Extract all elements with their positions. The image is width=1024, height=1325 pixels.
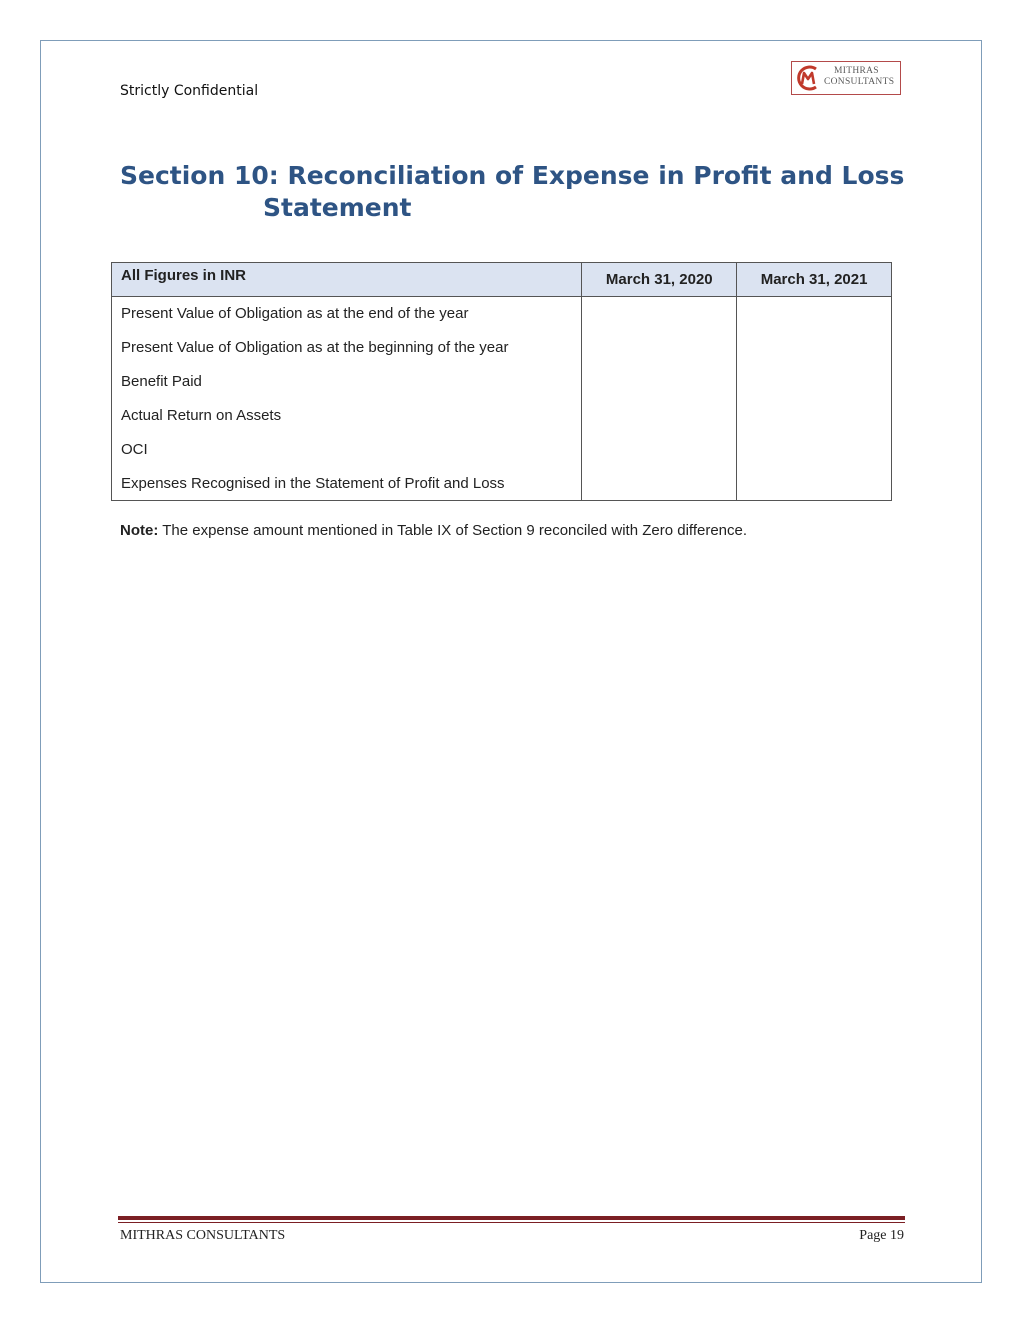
table-row [112,467,892,501]
footer-page-number: Page 19 [859,1228,904,1243]
note-paragraph [120,522,747,539]
company-logo [791,61,901,95]
logo-line1: MITHRAS [834,66,879,76]
footer-rule-thick [118,1216,905,1220]
footer-company-name: MITHRAS CONSULTANTS [120,1228,286,1243]
header-march-2020: March 31, 2020 [582,263,737,297]
value-2020 [582,433,737,467]
value-2020 [582,297,737,331]
value-2020 [582,365,737,399]
value-2020 [582,331,737,365]
section-title [120,160,920,224]
row-label: OCI [112,433,582,467]
page-border [40,40,982,1283]
note-label: Note: [120,522,159,539]
header-march-2021: March 31, 2021 [737,263,892,297]
value-2021 [737,331,892,365]
table-row [112,399,892,433]
value-2020 [582,467,737,501]
table-header-row [112,263,892,297]
value-2021 [737,433,892,467]
table-row [112,331,892,365]
logo-line2: CONSULTANTS [824,77,895,87]
value-2021 [737,365,892,399]
row-label: Expenses Recognised in the Statement of Profit and Loss [112,467,582,501]
reconciliation-table [111,262,892,501]
value-2021 [737,467,892,501]
logo-text [824,66,894,88]
row-label: Benefit Paid [112,365,582,399]
section-title-line1: Section 10: Reconciliation of Expense in Profit and Loss [120,161,905,190]
note-text: The expense amount mentioned in Table IX of Section 9 reconciled with Zero difference. [158,522,748,539]
table-row [112,297,892,331]
table-row [112,365,892,399]
value-2021 [737,399,892,433]
confidentiality-label: Strictly Confidential [120,83,259,99]
row-label: Actual Return on Assets [112,399,582,433]
row-label: Present Value of Obligation as at the end of the year [112,297,582,331]
value-2020 [582,399,737,433]
footer-rule-thin [118,1222,905,1223]
logo-mark-icon [794,64,822,92]
header-figures-in-inr: All Figures in INR [112,263,582,297]
row-label: Present Value of Obligation as at the beginning of the year [112,331,582,365]
value-2021 [737,297,892,331]
table-row [112,433,892,467]
section-title-line2: Statement [263,193,412,222]
